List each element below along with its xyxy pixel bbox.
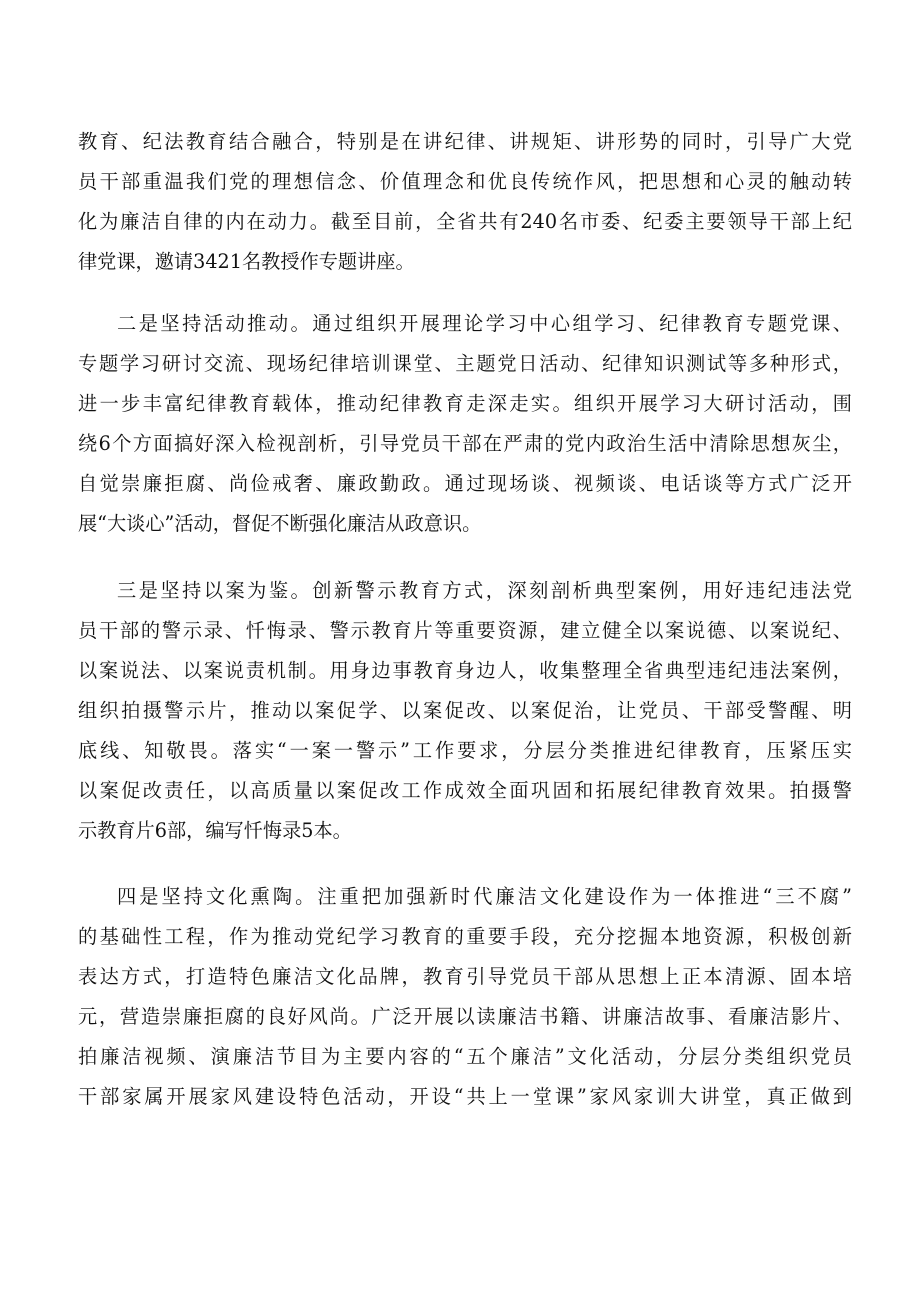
text-line: 化为廉洁自律的内在动力。截至目前，全省共有240名市委、纪委主要领导干部上纪 bbox=[78, 210, 852, 233]
text-line: 绕6个方面搞好深入检视剖析，引导党员干部在严肃的党内政治生活中清除思想灰尘， bbox=[78, 432, 852, 455]
text-line: 元，营造崇廉拒腐的良好风尚。广泛开展以读廉洁书籍、讲廉洁故事、看廉洁影片、 bbox=[78, 1005, 852, 1028]
text-line: 进一步丰富纪律教育载体，推动纪律教育走深走实。组织开展学习大研讨活动，围 bbox=[78, 392, 852, 415]
text-line: 自觉崇廉拒腐、尚俭戒奢、廉政勤政。通过现场谈、视频谈、电话谈等方式广泛开 bbox=[78, 472, 852, 495]
text-line: 拍廉洁视频、演廉洁节目为主要内容的“五个廉洁”文化活动，分层分类组织党员 bbox=[78, 1045, 852, 1068]
text-line: 律党课，邀请3421名教授作专题讲座。 bbox=[78, 250, 415, 273]
text-line: 的基础性工程，作为推动党纪学习教育的重要手段，充分挖掘本地资源，积极创新 bbox=[78, 925, 852, 948]
text-line: 员干部的警示录、忏悔录、警示教育片等重要资源，建立健全以案说德、以案说纪、 bbox=[78, 619, 852, 642]
paragraph-4 bbox=[78, 877, 852, 1117]
text-line: 三是坚持以案为鉴。创新警示教育方式，深刻剖析典型案例，用好违纪违法党 bbox=[117, 579, 852, 602]
text-line: 表达方式，打造特色廉洁文化品牌，教育引导党员干部从思想上正本清源、固本培 bbox=[78, 965, 852, 988]
text-line: 底线、知敬畏。落实“一案一警示”工作要求，分层分类推进纪律教育，压紧压实 bbox=[78, 739, 852, 762]
text-line: 干部家属开展家风建设特色活动，开设“共上一堂课”家风家训大讲堂，真正做到 bbox=[78, 1085, 852, 1108]
text-line: 专题学习研讨交流、现场纪律培训课堂、主题党日活动、纪律知识测试等多种形式， bbox=[78, 352, 852, 375]
paragraph-2 bbox=[78, 304, 852, 544]
text-line: 四是坚持文化熏陶。注重把加强新时代廉洁文化建设作为一体推进“三不腐” bbox=[117, 885, 852, 908]
text-line: 二是坚持活动推动。通过组织开展理论学习中心组学习、纪律教育专题党课、 bbox=[117, 312, 852, 335]
text-line: 组织拍摄警示片，推动以案促学、以案促改、以案促治，让党员、干部受警醒、明 bbox=[78, 699, 852, 722]
text-line: 展“大谈心”活动，督促不断强化廉洁从政意识。 bbox=[78, 512, 482, 535]
text-line: 示教育片6部，编写忏悔录5本。 bbox=[78, 819, 352, 842]
text-line: 员干部重温我们党的理想信念、价值理念和优良传统作风，把思想和心灵的触动转 bbox=[78, 170, 852, 193]
text-line: 教育、纪法教育结合融合，特别是在讲纪律、讲规矩、讲形势的同时，引导广大党 bbox=[78, 130, 852, 153]
text-line: 以案说法、以案说责机制。用身边事教育身边人，收集整理全省典型违纪违法案例， bbox=[78, 659, 852, 682]
paragraph-1 bbox=[78, 122, 852, 282]
text-line: 以案促改责任，以高质量以案促改工作成效全面巩固和拓展纪律教育效果。拍摄警 bbox=[78, 779, 852, 802]
document-page bbox=[78, 122, 852, 1139]
paragraph-3 bbox=[78, 571, 852, 851]
